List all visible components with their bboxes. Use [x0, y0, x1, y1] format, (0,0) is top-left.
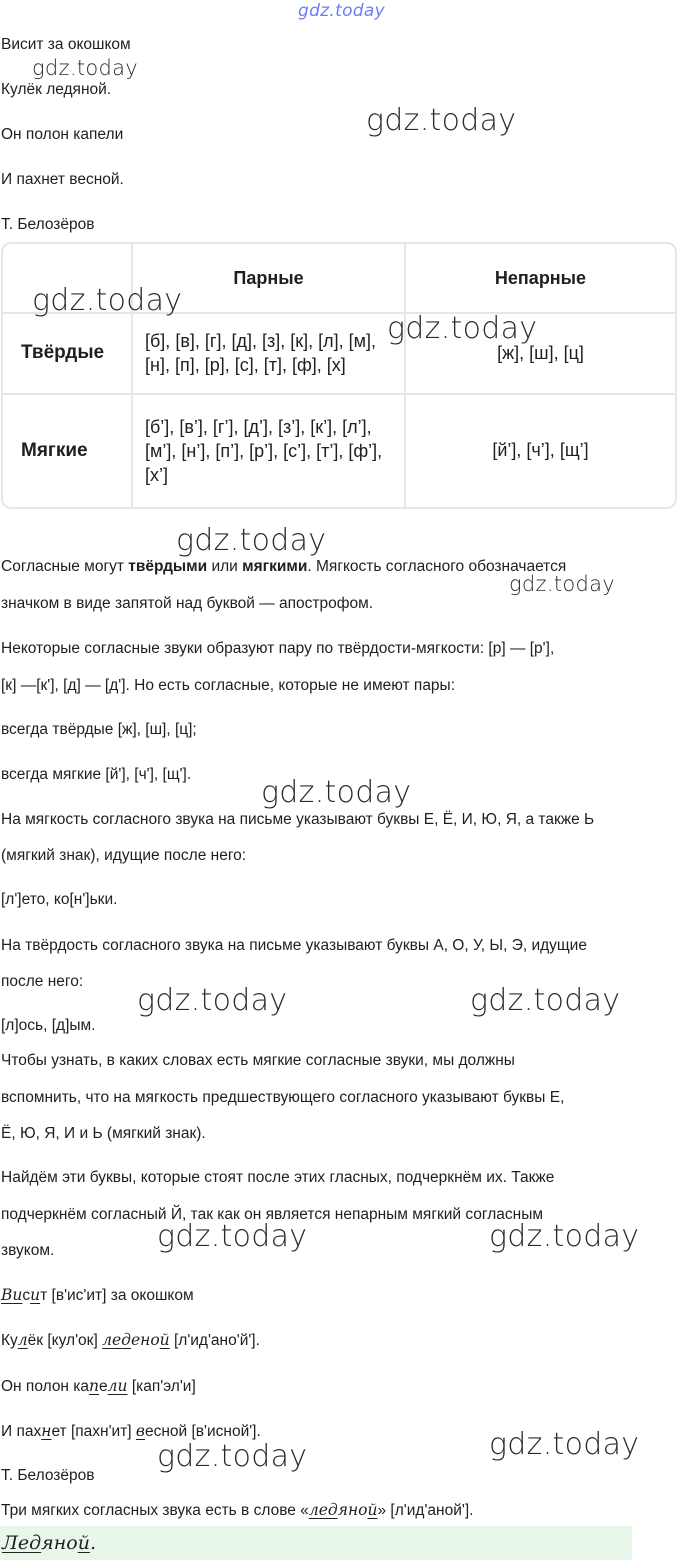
watermark: gdz.today [32, 283, 183, 318]
watermark: gdz.today [157, 1439, 308, 1474]
table-row-label: Твёрдые [3, 313, 132, 394]
table-row-label: Мягкие [3, 394, 132, 507]
watermark: gdz.today [157, 1219, 308, 1254]
paragraph-line: всегда твёрдые [ж], [ш], [ц]; [1, 721, 197, 738]
watermark: gdz.today [509, 572, 616, 596]
watermark: gdz.today [489, 1427, 640, 1462]
paragraph-line: На твёрдость согласного звука на письме указывают буквы А, О, У, Ы, Э, идущие [1, 937, 587, 954]
answer-box [0, 1526, 632, 1560]
poem-author: Т. Белозёров [1, 216, 95, 233]
paragraph-line: подчеркнём согласный Й, так как он является непарным мягкий согласным [1, 1206, 544, 1223]
poem-line: И пахнет весной. [1, 171, 124, 188]
table-header-unpaired: Непарные [405, 244, 675, 313]
paragraph-line: Ё, Ю, Я, И и Ь (мягкий знак). [1, 1125, 206, 1142]
watermark: gdz.today [366, 103, 517, 138]
paragraph-line: [л]ось, [д]ым. [1, 1017, 96, 1034]
table-cell-unpaired: [ж], [ш], [ц] [405, 313, 675, 394]
table-cell-unpaired: [й’], [ч’], [щ’] [492, 440, 589, 461]
table-cell-paired: [б’], [в’], [г’], [д’], [з’], [к’], [л’], [м’], [н’], [п’], [р’], [с’], [т’], [ф’], [х’] [132, 394, 405, 507]
paragraph-line: Найдём эти буквы, которые стоят после этих гласных, подчеркнём их. Также [1, 1169, 555, 1186]
paragraph-line: вспомнить, что на мягкость предшествующего согласного указывают буквы Е, [1, 1089, 565, 1106]
watermark: gdz.today [489, 1219, 640, 1254]
poem-line: Он полон капели [1, 126, 124, 143]
watermark: gdz.today [176, 523, 327, 558]
watermark: gdz.today [298, 1, 385, 21]
analysis-line: Он полон капели [кап'эл'и] [1, 1377, 196, 1395]
paragraph-line: Некоторые согласные звуки образуют пару по твёрдости-мягкости: [р] — [р'], [1, 640, 555, 657]
paragraph-line: Чтобы узнать, в каких словах есть мягкие согласные звуки, мы должны [1, 1052, 515, 1069]
poem-line: Висит за окошком [1, 36, 131, 53]
table-cell-paired: [б], [в], [г], [д], [з], [к], [л], [м], [н], [п], [р], [с], [т], [ф], [х] [132, 313, 405, 394]
watermark: gdz.today [32, 56, 139, 80]
analysis-line: Кулёк [кул'ок] леденой [л'ид'ано'й']. [1, 1331, 260, 1349]
paragraph-line: звуком. [1, 1242, 55, 1259]
paragraph-line: [л']ето, ко[н']ьки. [1, 891, 118, 908]
answer-word: Ледяной. [2, 1532, 96, 1554]
analysis-line: Висит [в'ис'ит] за окошком [1, 1286, 194, 1304]
paragraph-line: [к] —[к'], [д] — [д']. Но есть согласные, которые не имеют пары: [1, 677, 456, 694]
analysis-line: И пахнет [пахн'ит] весной [в'исной']. [1, 1422, 261, 1440]
paragraph-line: Согласные могут твёрдыми или мягкими. Мягкость согласного обозначается [1, 558, 567, 575]
watermark: gdz.today [137, 983, 288, 1018]
bold-term: мягкими [242, 558, 308, 575]
watermark: gdz.today [470, 983, 621, 1018]
paragraph-line: На мягкость согласного звука на письме указывают буквы Е, Ё, И, Ю, Я, а также Ь [1, 811, 595, 828]
paragraph-line: (мягкий знак), идущие после него: [1, 847, 247, 864]
paragraph-line: после него: [1, 973, 84, 990]
table-header-paired: Парные [132, 244, 405, 313]
watermark: gdz.today [261, 775, 412, 810]
bold-term: твёрдыми [128, 558, 208, 575]
analysis-author: Т. Белозёров [1, 1467, 95, 1484]
poem-line: Кулёк ледяной. [1, 81, 112, 98]
summary-line: Три мягких согласных звука есть в слове «ледяной» [л'ид'аной']. [1, 1501, 474, 1519]
watermark: gdz.today [387, 311, 538, 346]
paragraph-line: всегда мягкие [й'], [ч'], [щ']. [1, 766, 192, 783]
paragraph-line: значком в виде запятой над буквой — апострофом. [1, 595, 374, 612]
